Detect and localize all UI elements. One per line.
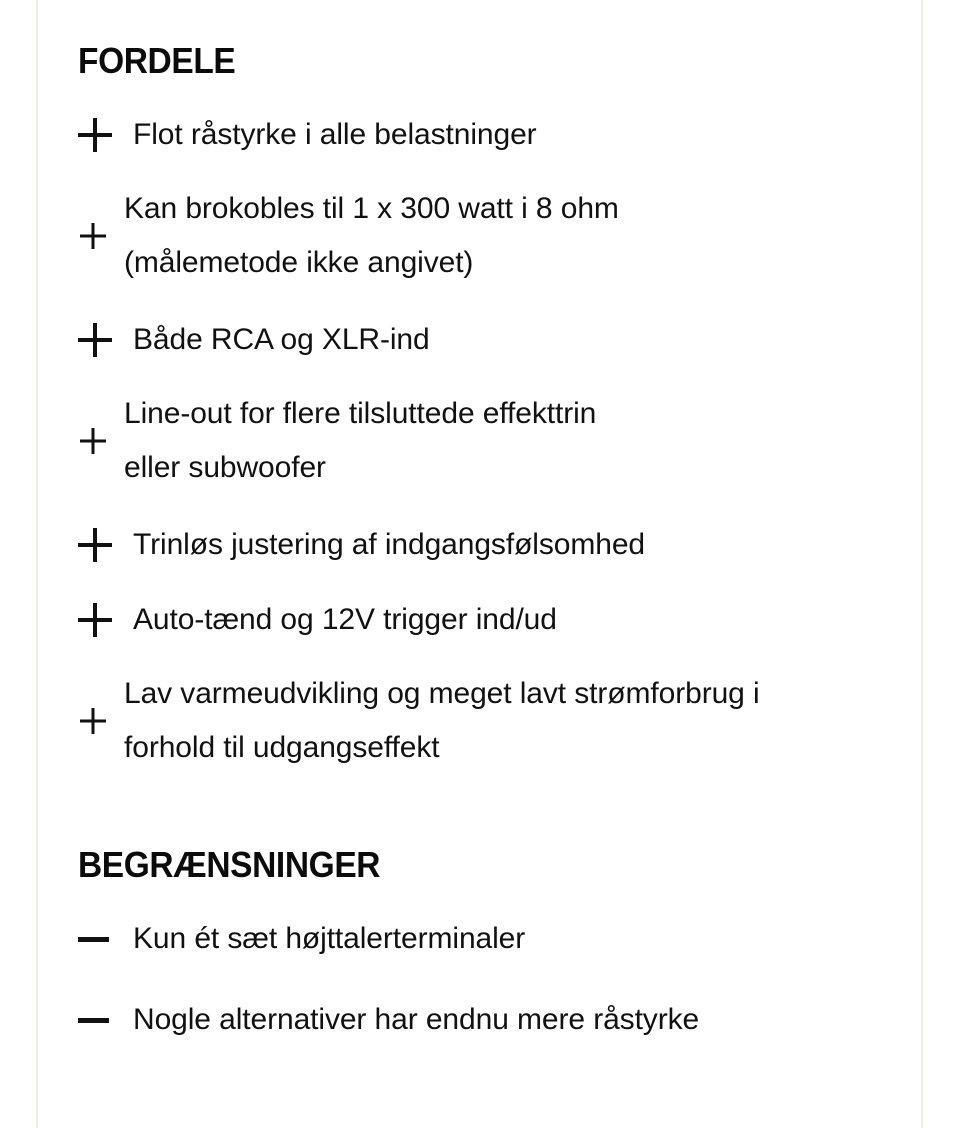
section-cons <box>78 843 908 1046</box>
content-column <box>78 0 908 1045</box>
list-item-text <box>124 387 596 495</box>
list-item <box>78 667 908 775</box>
right-column-rule <box>921 0 923 1128</box>
plus-icon <box>78 528 133 562</box>
list-item-text: Både RCA og XLR-ind <box>133 322 430 356</box>
minus-icon <box>78 937 133 942</box>
list-item-line: forhold til udgangseffekt <box>124 730 440 764</box>
list-item-text: Kun ét sæt højttalerterminaler <box>133 922 526 956</box>
section-heading-pros: FORDELE <box>78 40 236 81</box>
list-item-line: eller subwoofer <box>124 450 326 484</box>
list-item-text: Flot råstyrke i alle belastninger <box>133 117 537 151</box>
list-item-text: Trinløs justering af indgangsfølsomhed <box>133 527 645 561</box>
section-heading-cons: BEGRÆNSNINGER <box>78 843 381 885</box>
list-item <box>78 387 908 495</box>
list-item-line: Lav varmeudvikling og meget lavt strømforbrug i <box>124 676 760 710</box>
list-item <box>78 182 908 290</box>
list-item <box>78 520 908 570</box>
list-item <box>78 995 908 1045</box>
plus-icon <box>78 118 133 152</box>
left-column-rule <box>36 0 38 1128</box>
list-item-text: Auto-tænd og 12V trigger ind/ud <box>133 602 557 636</box>
minus-icon <box>78 1018 133 1023</box>
list-item-line: Line-out for flere tilsluttede effekttrin <box>124 396 597 430</box>
section-pros <box>78 42 908 775</box>
list-item-text: Nogle alternativer har endnu mere råstyrke <box>133 1003 700 1037</box>
cons-list <box>78 914 908 1045</box>
list-item <box>78 315 908 365</box>
plus-icon <box>78 708 124 734</box>
pros-list <box>78 110 908 775</box>
list-item-text <box>124 182 619 290</box>
plus-icon <box>78 223 124 249</box>
list-item <box>78 595 908 645</box>
list-item <box>78 914 908 964</box>
list-item <box>78 110 908 160</box>
list-item-text <box>124 667 760 775</box>
list-item-line: (målemetode ikke angivet) <box>124 245 474 279</box>
plus-icon <box>78 323 133 357</box>
plus-icon <box>78 428 124 454</box>
plus-icon <box>78 603 133 637</box>
list-item-line: Kan brokobles til 1 x 300 watt i 8 ohm <box>124 191 619 225</box>
